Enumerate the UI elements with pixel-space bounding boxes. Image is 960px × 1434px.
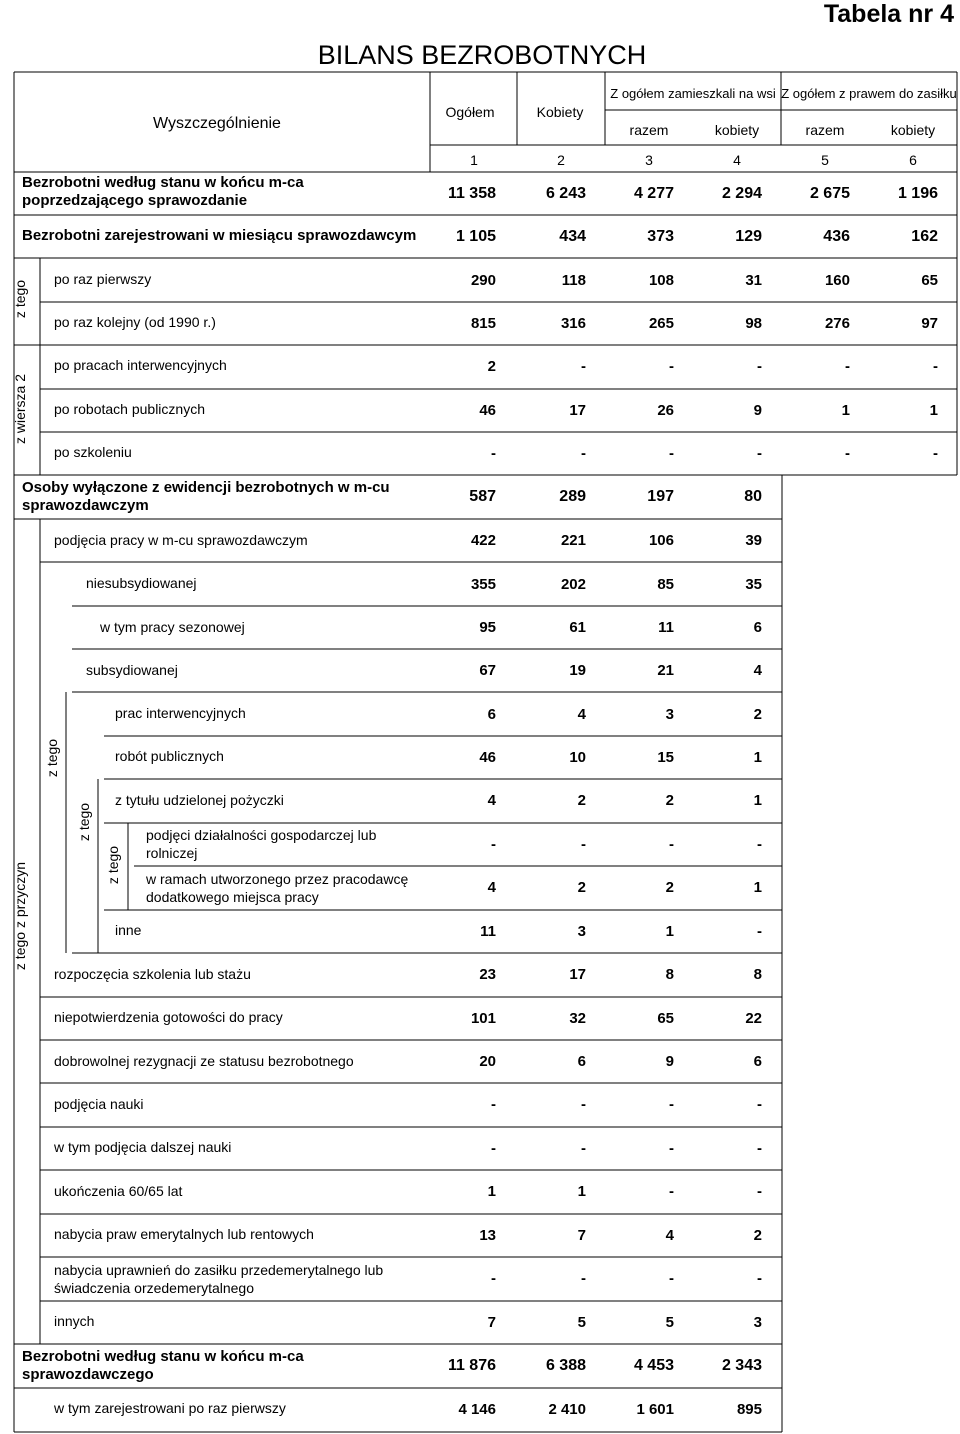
page-title: BILANS BEZROBOTNYCH [317, 40, 647, 70]
value-cell: 11 358 [447, 185, 496, 202]
value-cell: - [669, 1183, 674, 1200]
side-label-z-tego: z tego [12, 279, 28, 319]
header-zas-razem: razem [805, 122, 845, 138]
value-cell: - [845, 445, 850, 462]
row-label: dobrowolnej rezygnacji ze statusu bezrobotnego [54, 1053, 354, 1069]
value-cell: 67 [479, 662, 496, 679]
value-cell: 1 [841, 402, 850, 419]
value-cell: - [669, 358, 674, 375]
value-cell: - [669, 836, 674, 853]
table-number: Tabela nr 4 [823, 0, 954, 28]
value-cell: - [581, 1140, 586, 1157]
value-cell: - [757, 836, 762, 853]
value-cell: 9 [753, 402, 762, 419]
value-cell: 2 343 [721, 1357, 762, 1374]
value-cell: 2 [665, 792, 674, 809]
value-cell: 1 [577, 1183, 586, 1200]
row-label: w tym podjęcia dalszej nauki [54, 1139, 232, 1155]
value-cell: 19 [569, 662, 586, 679]
side-label-z-wiersza-2: z wiersza 2 [12, 373, 28, 445]
value-cell: 61 [569, 619, 586, 636]
value-cell: 35 [745, 576, 762, 593]
value-cell: 289 [559, 488, 586, 505]
value-cell: - [669, 1270, 674, 1287]
row-label: robót publicznych [115, 748, 224, 764]
value-cell: 4 [487, 792, 496, 809]
value-cell: - [933, 358, 938, 375]
value-cell: 10 [569, 749, 586, 766]
value-cell: - [757, 1140, 762, 1157]
row-label: Osoby wyłączone z ewidencji bezrobotnych w m-cu sprawozdawczym [22, 479, 390, 514]
value-cell: 7 [577, 1227, 586, 1244]
column-number: 1 [470, 152, 478, 168]
value-cell: 5 [577, 1314, 586, 1331]
value-cell: 4 [487, 879, 496, 896]
value-cell: 1 [753, 879, 762, 896]
value-cell: 6 [487, 706, 496, 723]
value-cell: 2 [753, 706, 762, 723]
value-cell: 276 [824, 315, 850, 332]
value-cell: - [669, 1140, 674, 1157]
value-cell: 4 277 [633, 185, 674, 202]
row-label: rozpoczęcia szkolenia lub stażu [54, 966, 251, 982]
value-cell: - [491, 445, 496, 462]
side-label-z-tego: z tego [76, 802, 92, 842]
value-cell: 118 [561, 272, 586, 289]
value-cell: 1 [753, 792, 762, 809]
value-cell: 162 [911, 228, 938, 245]
row-label: prac interwencyjnych [115, 705, 246, 721]
value-cell: 65 [921, 272, 938, 289]
value-cell: 11 [658, 619, 674, 636]
value-cell: 6 [753, 1053, 762, 1070]
value-cell: - [757, 1096, 762, 1113]
value-cell: 8 [665, 966, 674, 983]
value-cell: 46 [479, 749, 496, 766]
value-cell: 31 [745, 272, 762, 289]
value-cell: 11 [480, 923, 496, 940]
value-cell: 2 675 [809, 185, 850, 202]
header-wies-kobiety: kobiety [714, 122, 760, 138]
row-label: niesubsydiowanej [86, 575, 197, 591]
value-cell: 1 601 [636, 1401, 674, 1418]
value-cell: 2 [487, 358, 496, 375]
value-cell: - [581, 445, 586, 462]
header-kobiety: Kobiety [536, 104, 584, 120]
row-label: ukończenia 60/65 lat [54, 1183, 183, 1199]
value-cell: - [757, 923, 762, 940]
value-cell: - [933, 445, 938, 462]
value-cell: 8 [753, 966, 762, 983]
value-cell: 2 [753, 1227, 762, 1244]
value-cell: 80 [744, 488, 762, 505]
value-cell: 436 [823, 228, 850, 245]
value-cell: 97 [921, 315, 938, 332]
value-cell: 202 [560, 576, 586, 593]
value-cell: - [491, 1140, 496, 1157]
row-label: po pracach interwencyjnych [54, 357, 227, 373]
value-cell: - [757, 445, 762, 462]
value-cell: - [669, 1096, 674, 1113]
value-cell: 265 [648, 315, 674, 332]
value-cell: - [491, 1270, 496, 1287]
value-cell: 9 [665, 1053, 674, 1070]
value-cell: 1 196 [897, 185, 938, 202]
header-ogolem: Ogółem [445, 104, 495, 120]
value-cell: - [757, 358, 762, 375]
value-cell: 815 [470, 315, 496, 332]
value-cell: 39 [745, 532, 762, 549]
header-zas-kobiety: kobiety [890, 122, 936, 138]
value-cell: 355 [470, 576, 496, 593]
value-cell: 3 [665, 706, 674, 723]
value-cell: 106 [648, 532, 674, 549]
row-label: nabycia praw emerytalnych lub rentowych [54, 1226, 314, 1242]
value-cell: 32 [569, 1010, 586, 1027]
value-cell: 316 [560, 315, 586, 332]
value-cell: 6 243 [545, 185, 586, 202]
column-number: 2 [557, 152, 565, 168]
side-label-z-tego: z tego [44, 738, 60, 778]
value-cell: 129 [735, 228, 762, 245]
row-label: po raz pierwszy [54, 271, 152, 287]
row-label: niepotwierdzenia gotowości do pracy [54, 1009, 283, 1025]
value-cell: 7 [487, 1314, 496, 1331]
row-label: w tym pracy sezonowej [100, 619, 245, 635]
row-label: inne [115, 922, 142, 938]
value-cell: 2 294 [721, 185, 762, 202]
row-label: z tytułu udzielonej pożyczki [115, 792, 284, 808]
value-cell: 4 146 [458, 1401, 496, 1418]
value-cell: 160 [824, 272, 850, 289]
header-wyszczegolnienie: Wyszczególnienie [153, 115, 281, 132]
value-cell: 17 [569, 402, 586, 419]
row-label: podjęci działalności gospodarczej lub rolniczej [146, 827, 377, 861]
value-cell: - [757, 1270, 762, 1287]
value-cell: 1 [753, 749, 762, 766]
row-label: po szkoleniu [54, 444, 132, 460]
header-wies-razem: razem [629, 122, 669, 138]
value-cell: 4 453 [633, 1357, 674, 1374]
value-cell: 85 [657, 576, 674, 593]
column-number: 6 [909, 152, 917, 168]
side-label-z-tego: z tego [105, 845, 121, 885]
value-cell: 373 [647, 228, 674, 245]
row-label: po robotach publicznych [54, 401, 205, 417]
value-cell: - [669, 445, 674, 462]
value-cell: 11 876 [447, 1357, 496, 1374]
header-group-wies: Z ogółem zamieszkali na wsi [610, 86, 776, 101]
value-cell: 1 [487, 1183, 496, 1200]
value-cell: 587 [469, 488, 496, 505]
value-cell: 2 [665, 879, 674, 896]
value-cell: 101 [470, 1010, 496, 1027]
row-label: innych [54, 1313, 95, 1329]
value-cell: 3 [577, 923, 586, 940]
row-label: w tym zarejestrowani po raz pierwszy [54, 1400, 286, 1416]
value-cell: 221 [560, 532, 586, 549]
value-cell: 21 [657, 662, 674, 679]
value-cell: 4 [665, 1227, 674, 1244]
row-label: podjęcia nauki [54, 1096, 144, 1112]
value-cell: 26 [657, 402, 674, 419]
value-cell: - [845, 358, 850, 375]
row-label: podjęcia pracy w m-cu sprawozdawczym [54, 532, 308, 548]
value-cell: - [491, 836, 496, 853]
value-cell: 2 [577, 792, 586, 809]
value-cell: 4 [577, 706, 586, 723]
value-cell: - [581, 358, 586, 375]
value-cell: 6 388 [545, 1357, 586, 1374]
value-cell: 5 [665, 1314, 674, 1331]
column-number: 4 [733, 152, 741, 168]
row-label: nabycia uprawnień do zasiłku przedemerytalnego lub świadczenia orzedemerytalnego [54, 1262, 384, 1296]
value-cell: - [581, 836, 586, 853]
value-cell: 895 [736, 1401, 762, 1418]
value-cell: 1 105 [455, 228, 496, 245]
value-cell: 197 [647, 488, 674, 505]
value-cell: 20 [479, 1053, 496, 1070]
value-cell: 1 [665, 923, 674, 940]
value-cell: 23 [479, 966, 496, 983]
value-cell: 4 [753, 662, 762, 679]
row-label: Bezrobotni według stanu w końcu m-ca poprzedzającego sprawozdanie [22, 174, 304, 209]
value-cell: - [757, 1183, 762, 1200]
column-number: 3 [645, 152, 653, 168]
value-cell: 422 [470, 532, 496, 549]
value-cell: 1 [929, 402, 938, 419]
value-cell: 290 [470, 272, 496, 289]
value-cell: 6 [577, 1053, 586, 1070]
value-cell: 95 [479, 619, 496, 636]
value-cell: 2 [577, 879, 586, 896]
row-label: po raz kolejny (od 1990 r.) [54, 314, 216, 330]
row-label: Bezrobotni zarejestrowani w miesiącu sprawozdawcym [22, 227, 417, 244]
value-cell: - [491, 1096, 496, 1113]
value-cell: - [581, 1096, 586, 1113]
value-cell: 17 [569, 966, 586, 983]
value-cell: 15 [657, 749, 674, 766]
value-cell: 3 [753, 1314, 762, 1331]
value-cell: 65 [657, 1010, 674, 1027]
value-cell: 2 410 [548, 1401, 586, 1418]
header-group-zasilek: Z ogółem z prawem do zasiłku [781, 86, 957, 101]
row-label: subsydiowanej [86, 662, 178, 678]
value-cell: 98 [745, 315, 762, 332]
value-cell: 434 [559, 228, 586, 245]
row-label: Bezrobotni według stanu w końcu m-ca sprawozdawczego [22, 1348, 304, 1383]
value-cell: 108 [648, 272, 674, 289]
value-cell: 6 [753, 619, 762, 636]
value-cell: 46 [479, 402, 496, 419]
value-cell: - [581, 1270, 586, 1287]
value-cell: 13 [479, 1227, 496, 1244]
side-label-z-tego-z-przyczyn: z tego z przyczyn [12, 861, 28, 971]
column-number: 5 [821, 152, 829, 168]
value-cell: 22 [745, 1010, 762, 1027]
row-label: w ramach utworzonego przez pracodawcę dodatkowego miejsca pracy [146, 871, 409, 905]
